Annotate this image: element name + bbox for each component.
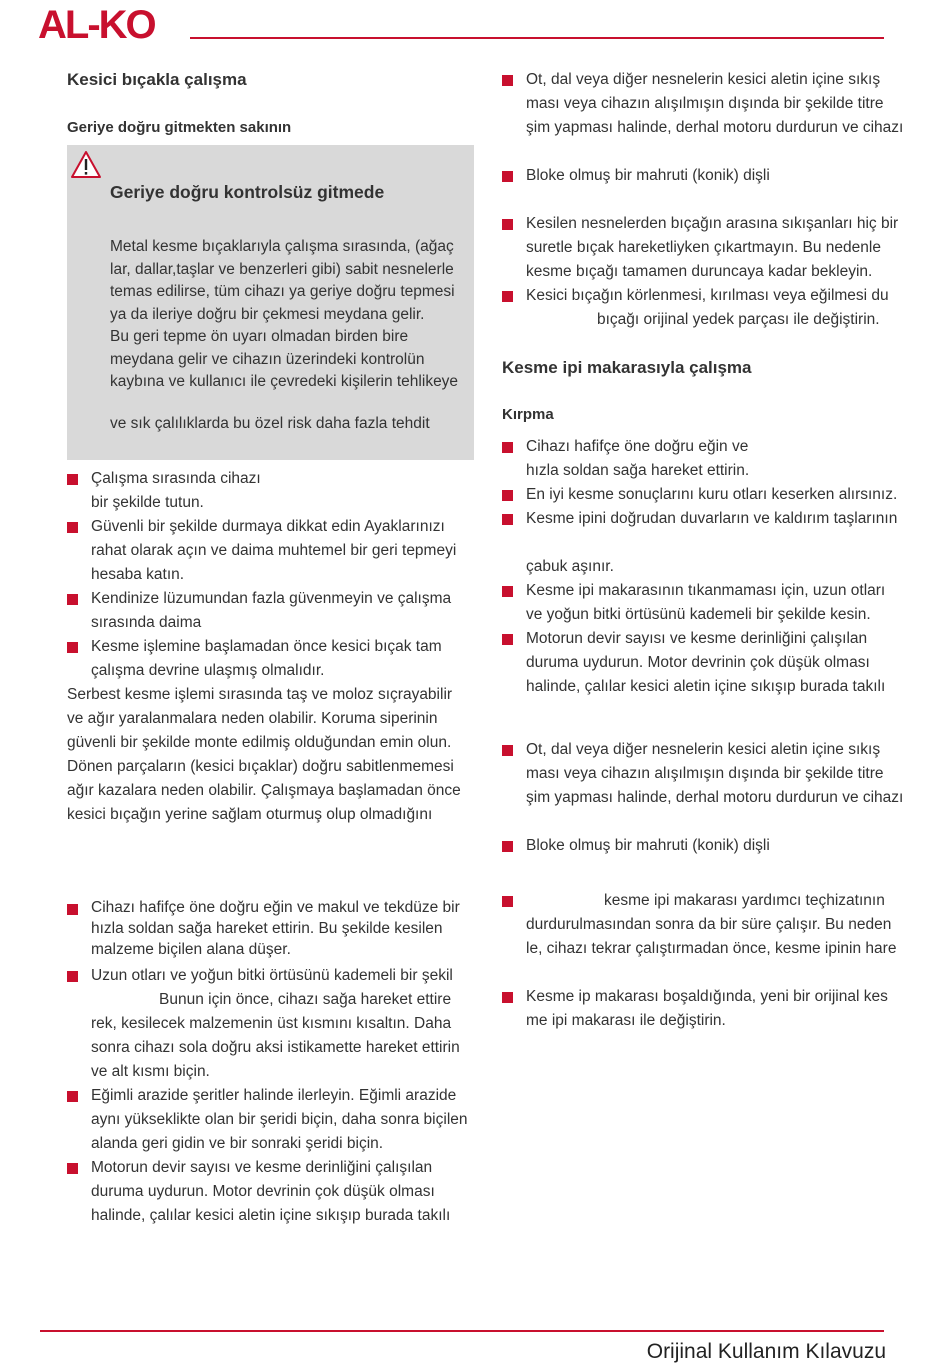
list-item (502, 579, 912, 627)
list-item-line: Kesme ip makarası boşaldığında, yeni bir orijinal kes (526, 988, 888, 1005)
list-item-line: durdurulmasından sonra da bir süre çalışır. Bu neden (526, 916, 892, 933)
left-bullet-list-1 (67, 467, 467, 683)
right-bullet-list-2 (502, 435, 912, 699)
list-item (502, 889, 912, 985)
list-item (502, 985, 912, 1033)
warning-line: kaybına ve kullanıcı ile çevredeki kişilerin tehlikeye (110, 373, 459, 390)
list-item-line: me ipi makarası ile değiştirin. (526, 1012, 726, 1029)
list-item (67, 467, 467, 515)
list-item-line: malzeme biçilen alana düşer. (91, 941, 291, 958)
list-item-line: Ot, dal veya diğer nesnelerin kesici aletin içine sıkış (526, 71, 881, 88)
list-item-line: Güvenli bir şekilde durmaya dikkat edin Ayaklarınızı (91, 518, 445, 535)
list-item (502, 164, 912, 212)
list-item (502, 483, 912, 507)
alko-logo (38, 6, 183, 42)
warning-line: Metal kesme bıçaklarıyla çalışma sırasında, (ağaç (110, 238, 454, 255)
list-item-line: Bunun için önce, cihazı sağa hareket ettire (159, 991, 452, 1008)
list-item-line: çalışma devrine ulaşmış olmalıdır. (91, 662, 325, 679)
list-item-line: Kesme ipini doğrudan duvarların ve kaldırım taşlarının (526, 510, 898, 527)
warning-title: Geriye doğru kontrolsüz gitmede (110, 182, 385, 202)
list-item (67, 515, 467, 587)
list-item-line: bıçağı orijinal yedek parçası ile değiştirin. (597, 311, 880, 328)
section-heading-blade: Kesici bıçakla çalışma (67, 70, 247, 89)
list-item-line: Çalışma sırasında cihazı (91, 470, 261, 487)
list-item-line: ması veya cihazın alışılmışın dışında bir şekilde titre (526, 95, 884, 112)
list-item-line: Kesme ipi makarasının tıkanmaması için, uzun otları (526, 582, 886, 599)
warning-line: ya da ileriye doğru bir çekmesi meydana gelir. (110, 305, 425, 323)
footer-rule (40, 1330, 884, 1332)
list-item-line: halinde, çalılar kesici aletin içine sıkışıp burada takılı (526, 678, 886, 695)
list-item (67, 897, 477, 960)
right-bullet-list-1 (502, 68, 912, 332)
list-item-line: Kesme işlemine başlamadan önce kesici bıçak tam (91, 638, 442, 655)
list-item-line: çabuk aşınır. (526, 558, 614, 575)
list-item-line: Cihazı hafifçe öne doğru eğin ve makul ve tekdüze bir (91, 899, 460, 916)
list-item-line: En iyi kesme sonuçlarını kuru otları keserken alırsınız. (526, 486, 898, 503)
list-item (67, 964, 477, 1084)
warning-body-last: ve sık çalılıklarda bu özel risk daha fazla tehdit (110, 415, 430, 432)
list-item (502, 738, 912, 834)
list-item-line: duruma uydurun. Motor devrinin çok düşük olması (91, 1183, 435, 1200)
list-item-line: suretle bıçak hareketliyken çıkartmayın. Bu nedenle (526, 239, 881, 256)
list-item-line: Bloke olmuş bir mahruti (konik) dişli (526, 167, 770, 184)
list-item-line: alanda geri gidin ve bir sonraki şeridi biçin. (91, 1135, 384, 1152)
list-item (502, 68, 912, 164)
header-rule (190, 37, 884, 39)
list-item-line: Motorun devir sayısı ve kesme derinliğini çalışılan (526, 630, 868, 647)
list-item-line: kesme bıçağı tamamen duruncaya kadar bekleyin. (526, 263, 873, 280)
list-item-line: hesaba katın. (91, 566, 185, 583)
list-item-line: sonra cihazı sola doğru aksi istikamette hareket ettirin (91, 1039, 460, 1056)
subheading-trimming: Kırpma (502, 406, 554, 423)
list-item-line: ması veya cihazın alışılmışın dışında bir şekilde titre (526, 765, 884, 782)
list-item-line: şim yapması halinde, derhal motoru durdurun ve cihazı (526, 789, 904, 806)
list-item-line: rahat olarak açın ve daima muhtemel bir geri tepmeyi (91, 542, 457, 559)
list-item-line: kesme ipi makarası yardımcı teçhizatının (604, 892, 885, 909)
list-item-line: aynı yükseklikte olan bir şeridi biçin, daha sonra biçilen (91, 1111, 468, 1128)
list-item-line: Ot, dal veya diğer nesnelerin kesici aletin içine sıkış (526, 741, 881, 758)
list-item-line: şim yapması halinde, derhal motoru durdurun ve cihazı (526, 119, 904, 136)
subheading-kickback: Geriye doğru gitmekten sakının (67, 119, 292, 136)
list-item (502, 284, 912, 332)
list-item-line: duruma uydurun. Motor devrinin çok düşük olması (526, 654, 870, 671)
list-item-line: hızla soldan sağa hareket ettirin. (526, 462, 750, 479)
list-item (67, 1084, 477, 1156)
list-item-line: hızla soldan sağa hareket ettirin. Bu şekilde kesilen (91, 920, 443, 937)
list-item (502, 627, 912, 699)
list-item (502, 507, 912, 579)
right-bullet-list-3 (502, 738, 912, 858)
list-item-line: sırasında daima (91, 614, 202, 631)
paragraph-line: kesici bıçağın yerine sağlam oturmuş olup olmadığını (67, 806, 433, 823)
list-item-line: Uzun otları ve yoğun bitki örtüsünü kademeli bir şekil (91, 967, 453, 984)
list-item-line: rek, kesilecek malzemenin üst kısmını kısaltın. Daha (91, 1015, 452, 1032)
list-item (67, 1156, 477, 1228)
warning-line: meydana gelir ve cihazın üzerindeki kontrolün (110, 350, 425, 368)
warning-body (110, 236, 470, 394)
left-bullet-list-2 (67, 897, 477, 1228)
paragraph-line: güvenli bir şekilde monte edilmiş olduğundan emin olun. (67, 734, 452, 751)
paragraph-line: ve ağır yaralanmalara neden olabilir. Koruma siperinin (67, 710, 438, 727)
warning-line: lar, dallar,taşlar ve benzerleri gibi) sabit nesnelerle (110, 260, 454, 278)
list-item-line: Kendinize lüzumundan fazla güvenmeyin ve çalışma (91, 590, 452, 607)
list-item (67, 635, 467, 683)
list-item-line: le, cihazı tekrar çalıştırmadan önce, kesme ipinin hare (526, 940, 897, 957)
warning-triangle-icon (70, 150, 102, 180)
list-item (502, 212, 912, 284)
paragraph-line: Dönen parçaların (kesici bıçaklar) doğru sabitlenmemesi (67, 758, 454, 775)
list-item-line: Kesilen nesnelerden bıçağın arasına sıkışanları hiç bir (526, 215, 899, 232)
list-item-line: halinde, çalılar kesici aletin içine sıkışıp burada takılı (91, 1207, 451, 1224)
list-item-line: bir şekilde tutun. (91, 494, 204, 511)
safety-paragraph (67, 683, 477, 827)
warning-line: Bu geri tepme ön uyarı olmadan birden bire (110, 328, 409, 345)
list-item-line: Kesici bıçağın körlenmesi, kırılması veya eğilmesi du (526, 287, 889, 304)
right-bullet-list-4 (502, 889, 912, 1033)
paragraph-line: Serbest kesme işlemi sırasında taş ve moloz sıçrayabilir (67, 686, 453, 703)
list-item-line: Motorun devir sayısı ve kesme derinliğini çalışılan (91, 1159, 433, 1176)
logo-text: AL-KO (38, 6, 155, 42)
warning-line: temas edilirse, tüm cihazı ya geriye doğru tepmesi (110, 283, 455, 300)
list-item-line: Cihazı hafifçe öne doğru eğin ve (526, 438, 749, 455)
footer-title: Orijinal Kullanım Kılavuzu (646, 1340, 886, 1363)
list-item (67, 587, 467, 635)
list-item-line: Bloke olmuş bir mahruti (konik) dişli (526, 837, 770, 854)
list-item (502, 435, 912, 483)
list-item-line: ve yoğun bitki örtüsünü kademeli bir şekilde kesin. (526, 606, 871, 623)
list-item (502, 834, 912, 858)
list-item-line: ve alt kısmı biçin. (91, 1063, 210, 1080)
list-item-line: Eğimli arazide şeritler halinde ilerleyin. Eğimli arazide (91, 1087, 457, 1104)
paragraph-line: ağır kazalara neden olabilir. Çalışmaya başlamadan önce (67, 782, 461, 799)
section-heading-spool: Kesme ipi makarasıyla çalışma (502, 358, 752, 377)
